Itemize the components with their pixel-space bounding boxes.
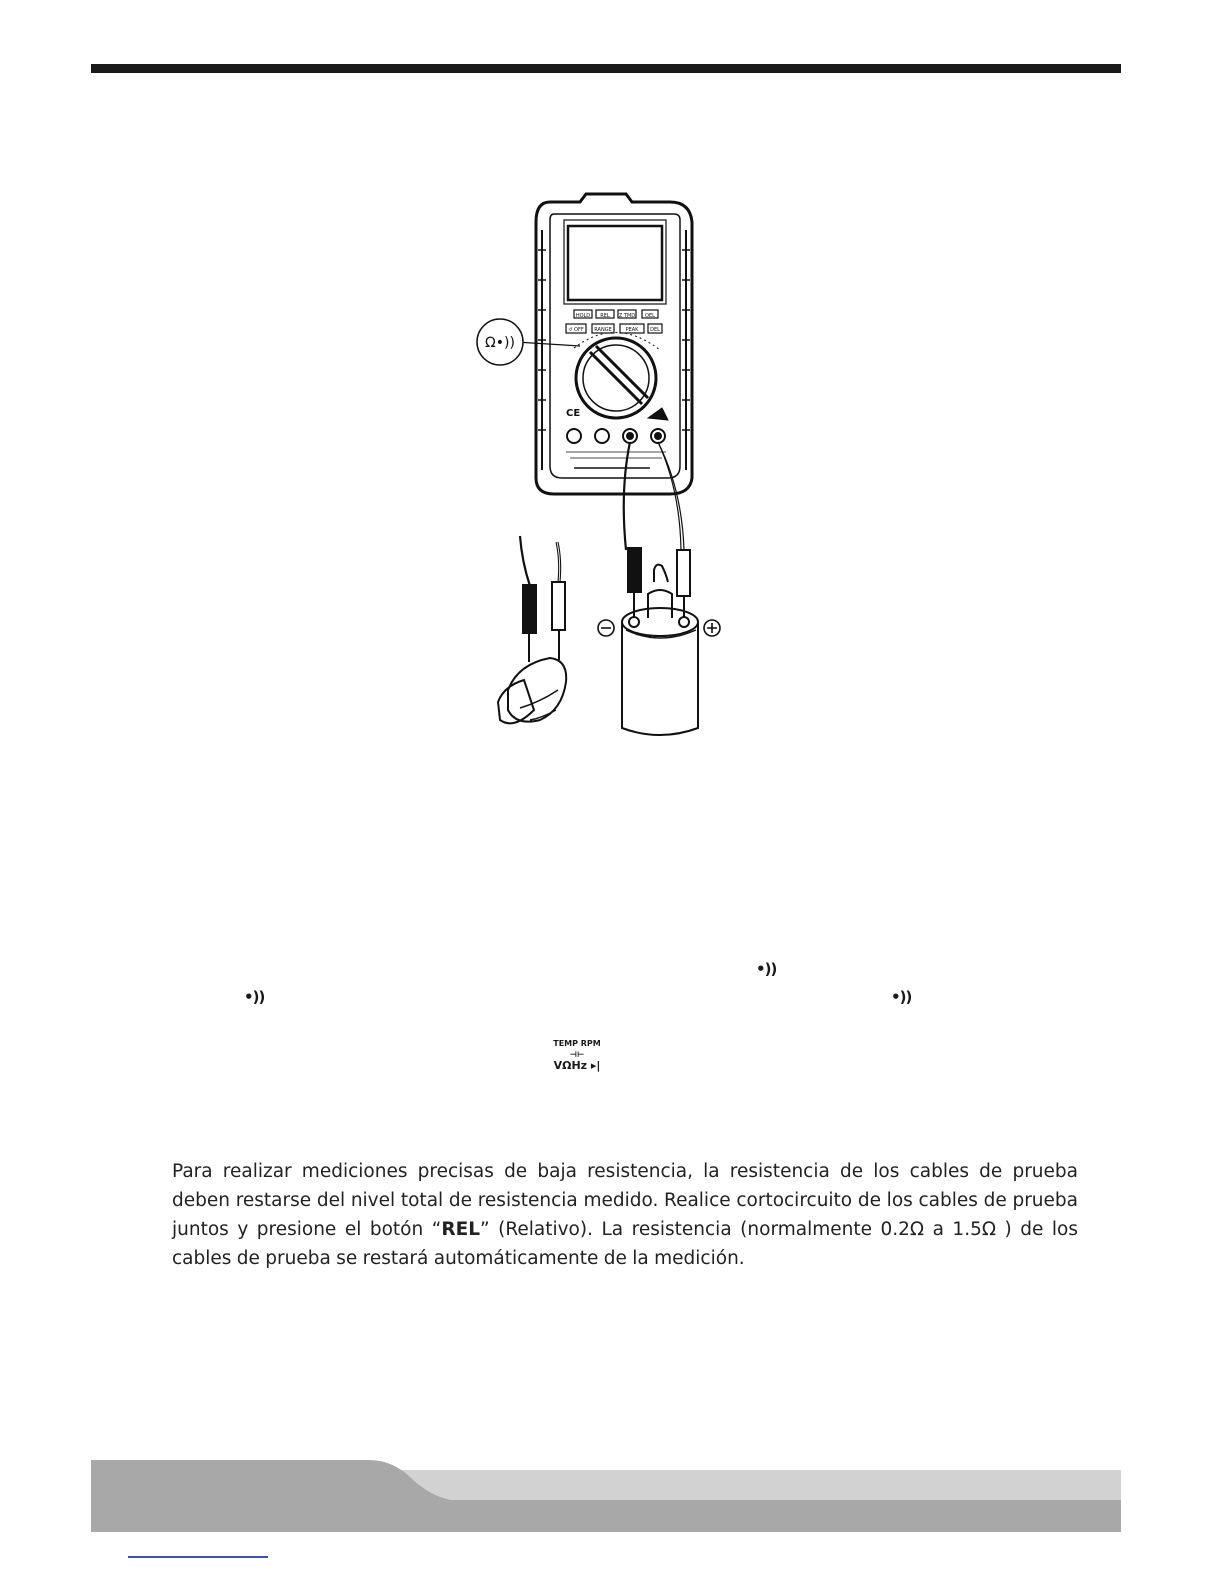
footer-link-underline: [128, 1556, 268, 1558]
button-peak-label: PEAK: [625, 327, 639, 333]
ohm-continuity-callout: Ω•)): [485, 335, 515, 351]
button-rel-label: REL: [600, 313, 610, 319]
svg-text:CE: CE: [566, 408, 581, 419]
paragraph-text-end: ” (Relativo). La resistencia (normalmente 0.2Ω a 1.5Ω ) de los cables de prueba se restará automáticamente de la medición.: [172, 1218, 1078, 1269]
button-tmd-label: Z TMD: [618, 313, 636, 319]
button-off-label: ↺ OFF: [568, 327, 584, 333]
button-del-label: DEL: [650, 327, 660, 333]
button-range-label: RANGE: [594, 327, 612, 333]
meter-holster: [536, 194, 692, 494]
paragraph-text-start: Para realizar mediciones precisas de baja resistencia, la resistencia de los cables de prueba deben restarse del nivel total de resistencia medido. Realice cortocircuito de los cables de prueba juntos y presione el botón “: [172, 1160, 1078, 1240]
function-jack-label: [545, 1038, 609, 1071]
button-hold-label: HOLD: [575, 313, 591, 319]
button-oel-label: OEL: [645, 313, 655, 319]
function-label-line1: TEMP RPM ⊣⊢: [553, 1039, 601, 1059]
footer-band: [91, 1456, 1121, 1532]
continuity-icon: •)): [244, 988, 265, 1006]
rel-button-name: REL: [441, 1218, 481, 1240]
multimeter-illustration: [470, 190, 740, 750]
low-resistance-paragraph: [172, 1157, 1078, 1273]
continuity-icon: •)): [756, 960, 777, 978]
continuity-icon: •)): [891, 988, 912, 1006]
header-rule: [91, 64, 1121, 73]
function-label-line2: VΩHz ▸|: [553, 1059, 601, 1072]
